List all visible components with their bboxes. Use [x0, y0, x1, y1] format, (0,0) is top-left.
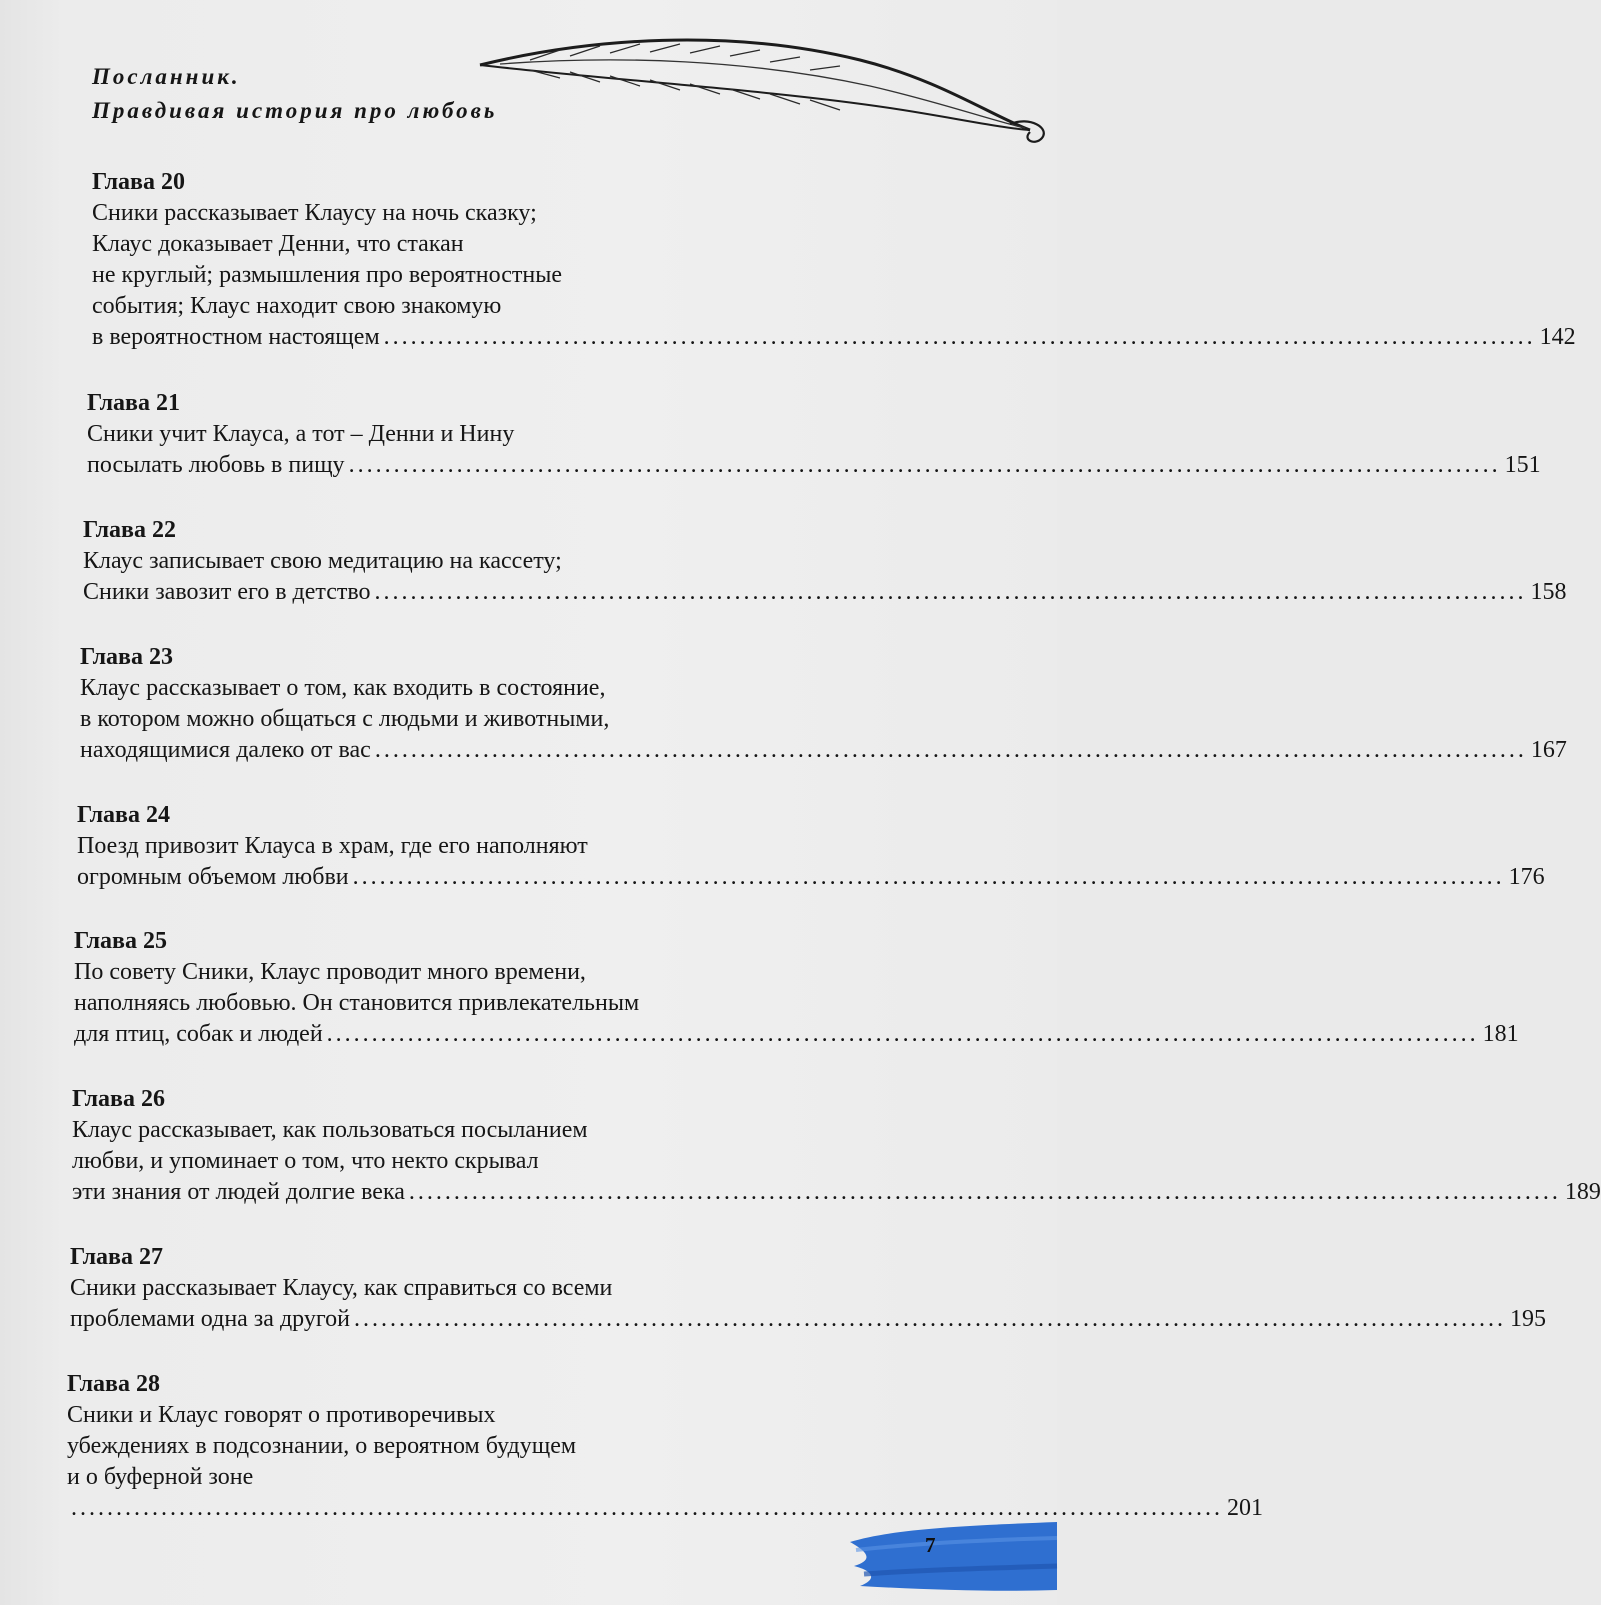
dot-leader: ................................................................................................................................ — [352, 864, 1505, 890]
dot-leader: ................................................................................................................................ — [374, 579, 1527, 605]
page-reference: 195 — [1509, 1306, 1546, 1332]
toc-entry-chapter-21 — [87, 387, 1541, 481]
chapter-description-line: По совету Сники, Клаус проводит много времени, — [74, 959, 586, 985]
chapter-description-line: Клаус рассказывает, как пользоваться посыланием — [72, 1117, 588, 1143]
chapter-description-line: Клаус рассказывает о том, как входить в состояние, — [80, 675, 606, 701]
page-reference: 158 — [1530, 579, 1567, 605]
toc-entry-chapter-26 — [72, 1083, 1601, 1208]
blue-brush-stroke-icon — [850, 1500, 1057, 1600]
chapter-description-line: в котором можно общаться с людьми и животными, — [80, 706, 610, 732]
page-reference: 142 — [1539, 324, 1576, 350]
chapter-title: Глава 28 — [67, 1371, 160, 1397]
dot-leader: ................................................................................................................................ — [326, 1021, 1479, 1047]
page-reference: 189 — [1564, 1179, 1601, 1205]
chapter-description-line: Клаус записывает свою медитацию на кассету; — [83, 548, 562, 574]
chapter-description-line: события; Клаус находит свою знакомую — [92, 293, 502, 319]
page-reference: 181 — [1482, 1021, 1519, 1047]
chapter-description-line: Сники и Клаус говорят о противоречивых — [67, 1402, 496, 1428]
toc-entry-chapter-24 — [77, 799, 1545, 893]
chapter-description-line: находящимися далеко от вас — [80, 737, 371, 763]
chapter-last-line — [72, 1177, 1601, 1208]
chapter-description-line: проблемами одна за другой — [70, 1306, 350, 1332]
header-book-subtitle: Правдивая история про любовь — [92, 98, 498, 123]
chapter-last-line — [87, 450, 1541, 481]
chapter-last-line — [67, 1493, 1263, 1524]
dot-leader: ................................................................................................................................ — [383, 324, 1536, 350]
chapter-title: Глава 26 — [72, 1086, 165, 1112]
chapter-last-line — [70, 1304, 1546, 1335]
chapter-description-line: Клаус доказывает Денни, что стакан — [92, 231, 464, 257]
header-book-title: Посланник. — [92, 64, 241, 89]
chapter-description-line: Поезд привозит Клауса в храм, где его наполняют — [77, 833, 588, 859]
chapter-description-line: убеждениях в подсознании, о вероятном будущем — [67, 1433, 577, 1459]
chapter-description-line: эти знания от людей долгие века — [72, 1179, 405, 1205]
chapter-title: Глава 23 — [80, 644, 173, 670]
chapter-last-line — [77, 862, 1545, 893]
chapter-description-line: Сники рассказывает Клаусу, как справиться со всеми — [70, 1275, 613, 1301]
chapter-title: Глава 24 — [77, 802, 170, 828]
chapter-description-line: в вероятностном настоящем — [92, 324, 380, 350]
chapter-last-line — [74, 1019, 1519, 1050]
chapter-description-line: и о буферной зоне — [67, 1464, 254, 1490]
chapter-description-line: посылать любовь в пищу — [87, 452, 345, 478]
chapter-description-line: Сники учит Клауса, а тот – Денни и Нину — [87, 421, 515, 447]
page-reference: 176 — [1508, 864, 1545, 890]
page-number: 7 — [925, 1533, 936, 1557]
chapter-description-line: наполняясь любовью. Он становится привлекательным — [74, 990, 640, 1016]
page-reference: 151 — [1504, 452, 1541, 478]
toc-entry-chapter-28 — [67, 1368, 1263, 1524]
chapter-description-line: огромным объемом любви — [77, 864, 349, 890]
dot-leader: ................................................................................................................................ — [353, 1306, 1506, 1332]
chapter-title: Глава 20 — [92, 169, 185, 195]
chapter-last-line — [80, 735, 1567, 766]
chapter-description-line: для птиц, собак и людей — [74, 1021, 323, 1047]
chapter-title: Глава 22 — [83, 517, 176, 543]
chapter-title: Глава 21 — [87, 390, 180, 416]
dot-leader: ................................................................................................................................ — [408, 1179, 1561, 1205]
dot-leader: ................................................................................................................................ — [374, 737, 1527, 763]
chapter-title: Глава 25 — [74, 928, 167, 954]
chapter-last-line — [83, 577, 1567, 608]
toc-entry-chapter-25 — [74, 925, 1519, 1050]
chapter-description-line: Сники завозит его в детство — [83, 579, 371, 605]
chapter-last-line — [92, 322, 1576, 353]
chapter-title: Глава 27 — [70, 1244, 163, 1270]
page-reference: 201 — [1227, 1495, 1263, 1521]
toc-entry-chapter-27 — [70, 1241, 1546, 1335]
toc-entry-chapter-20 — [92, 166, 1576, 353]
dot-leader: ................................................................................................................................ — [348, 452, 1501, 478]
dot-leader: ................................................................................................................................ — [71, 1495, 1223, 1521]
chapter-description-line: Сники рассказывает Клаусу на ночь сказку; — [92, 200, 537, 226]
toc-entry-chapter-22 — [83, 514, 1567, 608]
chapter-description-line: любви, и упоминает о том, что некто скрывал — [72, 1148, 539, 1174]
chapter-description-line: не круглый; размышления про вероятностные — [92, 262, 562, 288]
toc-entry-chapter-23 — [80, 641, 1567, 766]
page-reference: 167 — [1530, 737, 1567, 763]
